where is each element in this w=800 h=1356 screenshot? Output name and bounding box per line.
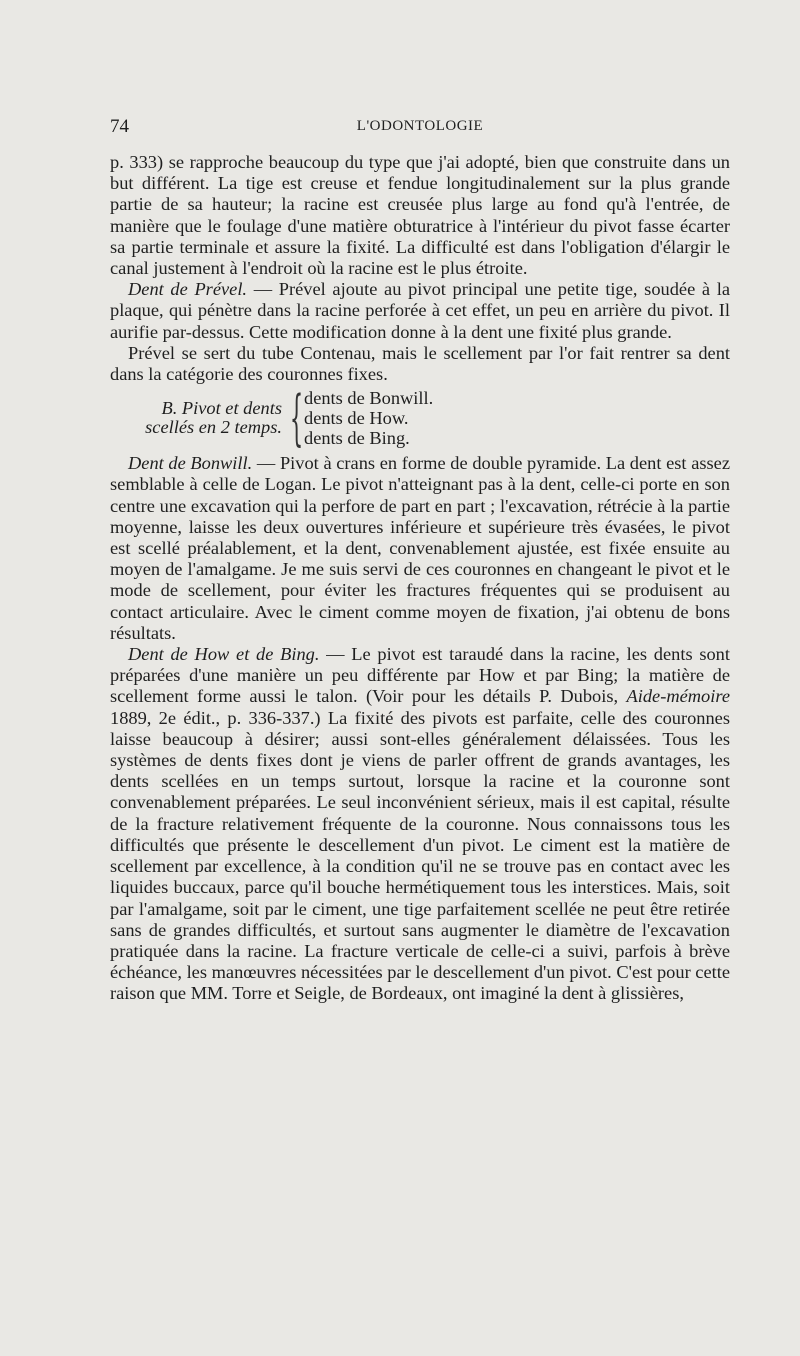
page-header — [110, 116, 730, 142]
brace-list-items — [302, 388, 433, 448]
paragraph-how-bing-text-b: 1889, 2e édit., p. 336-337.) La fixité des pivots est parfaite, celle des couronnes laisse beaucoup à désirer; aussi sont-elles généralement délaissées. Tous les systèmes de dents fixes dont je viens de parler offrent de grands avantages, les dents scellées en un temps surtout, lorsque la racine et la couronne sont convenablement préparées. Le seul inconvénient sérieux, mais il est capital, résulte de la fracture relativement fréquente de la couronne. Nous connaissons tous les difficultés que présente le descellement d'un pivot. Le ciment est la matière de scellement par excellence, à la condition qu'il ne se trouve pas en contact avec les liquides buccaux, parce qu'il bouche hermétiquement tous les interstices. Mais, soit par l'amalgame, soit par le ciment, une tige parfaitement scellée ne peut être retirée sans de grandes difficultés, et surtout sans augmenter le diamètre de l'excavation pratiquée dans la racine. La fracture verticale de celle-ci a suivi, parfois à brève échéance, les manœuvres nécessitées par le descellement d'un pivot. C'est pour cette raison que MM. Torre et Seigle, de Bordeaux, ont imaginé la dent à glissières, — [110, 707, 730, 1004]
brace-heading-line-2: scellés en 2 temps. — [145, 417, 282, 438]
brace-item: dents de Bing. — [304, 428, 410, 449]
paragraph-prevel — [110, 279, 730, 343]
paragraph-1: p. 333) se rapproche beaucoup du type que j'ai adopté, bien que construite dans un but différent. La tige est creuse et fendue longitudinalement sur la plus grande partie de sa hauteur; la racine est creusée plus large au fond qu'à l'entrée, de manière que le foulage d'une matière obturatrice à l'intérieur du pivot fasse écarter sa partie terminale et assure la fixité. La difficulté est dans l'obligation d'élargir le canal justement à l'endroit où la racine est le plus étroite. — [110, 152, 730, 279]
section-title-bonwill: Dent de Bonwill. — [128, 453, 253, 474]
brace-list-heading — [110, 399, 284, 437]
reference-title: Aide-mémoire — [626, 686, 730, 707]
paragraph-how-bing — [110, 644, 730, 1004]
section-title-how-bing: Dent de How et de Bing. — [128, 644, 320, 665]
paragraph-how-bing-text-a: — Le pivot est taraudé dans la racine, les dents sont préparées d'une manière un peu différente par How et par Bing; la matière de scellement forme aussi le talon. (Voir pour les détails P. Dubois, — [110, 644, 730, 707]
section-title-prevel: Dent de Prével. — [128, 279, 248, 300]
brace-item: dents de Bonwill. — [304, 388, 434, 409]
curly-brace: { — [289, 383, 304, 454]
brace-heading-line-1: B. Pivot et dents — [161, 398, 282, 419]
brace-list — [110, 383, 730, 454]
paragraph-3: Prével se sert du tube Contenau, mais le scellement par l'or fait rentrer sa dent dans la catégorie des couronnes fixes. — [110, 342, 730, 385]
page-number: 74 — [110, 116, 129, 137]
paragraph-bonwill — [110, 453, 730, 644]
paragraph-prevel-text: — Prével ajoute au pivot principal une petite tige, soudée à la plaque, qui pénètre dans la racine perforée à cet effet, un peu en arrière du pivot. Il aurifie par-dessus. Cette modification donne à la dent une fixité plus grande. — [110, 279, 731, 342]
running-title: L'ODONTOLOGIE — [356, 118, 484, 134]
paragraph-bonwill-text: — Pivot à crans en forme de double pyramide. La dent est assez semblable à celle de Logan. Le pivot n'atteignant pas à la dent, celle-ci porte en son centre une excavation qui la perfore de part en part ; l'excavation, rétrécie à la partie moyenne, laisse les deux ouvertures inférieure et supérieure très évasées, le pivot est scellé préalablement, et la dent, convenablement ajustée, est fixée ensuite au moyen de l'amalgame. Je me suis servi de ces couronnes en changeant le pivot et le mode de scellement, pour éviter les fractures fréquentes qui se produisent au contact articulaire. Avec le ciment comme moyen de fixation, j'ai obtenu de bons résultats. — [110, 453, 731, 643]
body-text — [110, 152, 730, 1005]
brace-item: dents de How. — [304, 408, 409, 429]
